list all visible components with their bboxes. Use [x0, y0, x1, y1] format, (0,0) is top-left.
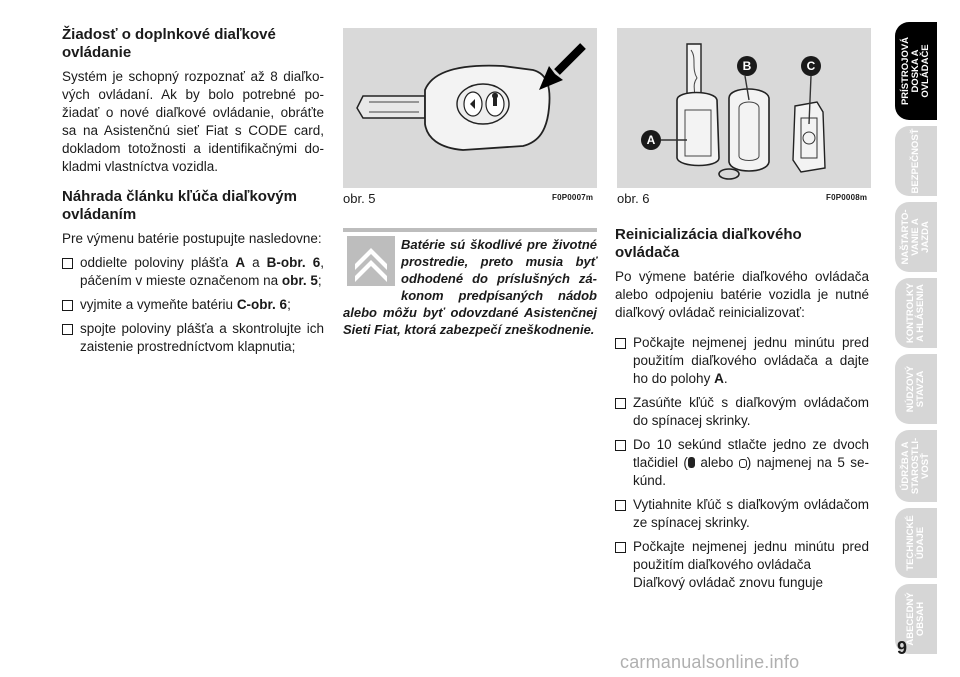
list-item: Počkajte nejmenej jednu minútu pred použitím diaľkového ovládača Diaľkový ovládač znovu funguje: [615, 538, 869, 592]
figure-5-label: obr. 5: [343, 191, 376, 206]
page-number: 9: [897, 638, 908, 658]
right-column: [615, 226, 869, 598]
paragraph-reinit-intro: Po výmene batérie diaľkového ovládača alebo odpojeniu batérie vozidla je nutné diaľkový ovládač reinicializovať:: [615, 269, 869, 320]
list-item: Počkajte nejmenej jednu minútu pred použitím diaľkového ovládača a dajte ho do polohy A.: [615, 334, 869, 388]
reinit-steps-list: [615, 334, 869, 592]
checkbox-bullet-icon: [62, 258, 73, 269]
checkbox-bullet-icon: [62, 324, 73, 335]
list-item: vyjmite a vymeňte batériu C-obr. 6;: [62, 296, 324, 314]
lock-button-icon: [688, 457, 695, 468]
heading-battery-replacement: Náhrada článku kľúča diaľkovým ovládaním: [62, 188, 297, 223]
heading-remote-reinit: Reinicializácia diaľkového ovládača: [615, 226, 802, 261]
tab-emergency[interactable]: NÚDZOVÝ STAVZA: [895, 354, 937, 424]
heading-additional-remote: Žiadosť o doplnkové diaľkové ovládanie: [62, 26, 276, 61]
checkbox-bullet-icon: [615, 500, 626, 511]
checkbox-bullet-icon: [615, 398, 626, 409]
tab-technical-data[interactable]: TECHNICKÉ ÚDAJE: [895, 508, 937, 578]
figure-6-code: F0P0008m: [826, 193, 868, 202]
tab-warning-lights[interactable]: KONTROLKY A HLÁSENIA: [895, 278, 937, 348]
checkbox-bullet-icon: [615, 542, 626, 553]
watermark: carmanualsonline.info: [620, 652, 800, 672]
paragraph-battery-intro: Pre výmenu batérie postupujte nasledovne:: [62, 231, 322, 246]
checkbox-bullet-icon: [62, 300, 73, 311]
checkbox-bullet-icon: [615, 440, 626, 451]
paragraph-additional-remote: Systém je schopný rozpoznať až 8 diaľko-vých ovládaní. Ak by bolo potrebné po-žiadať o nové diaľkové ovládanie, obráťte sa na Asistenčnú sieť Fiat s CODE card, dokladom totožnosti a identifikačnými do-kladmi vlastníctva vozidla.: [62, 69, 324, 174]
checkbox-bullet-icon: [615, 338, 626, 349]
tab-instruments-controls[interactable]: PRÍSTROJOVÁ DOSKA A OVLÁDAČE: [895, 22, 937, 120]
key-remote-drawing: [343, 28, 597, 188]
tab-starting-driving[interactable]: NAŠTARTO- VANIE A JAZDA: [895, 202, 937, 272]
tab-safety[interactable]: BEZPEČNOSŤ: [895, 126, 937, 196]
chapter-sidebar: [895, 22, 937, 646]
figure-5-code: F0P0007m: [552, 193, 594, 202]
figure-6-image: [617, 28, 871, 188]
callout-b: B: [737, 56, 757, 76]
battery-steps-list: [62, 254, 324, 356]
figure-6-label: obr. 6: [617, 191, 650, 206]
callout-a: A: [641, 130, 661, 150]
list-item: oddielte poloviny plášťa A a B-obr. 6, páčením v mieste označenom na obr. 5;: [62, 254, 324, 290]
warning-top-bar: [343, 228, 597, 232]
figure-5-image: [343, 28, 597, 188]
tab-index[interactable]: ABECEDNÝ OBSAH: [895, 584, 937, 654]
list-item: Do 10 sekúnd stlačte jedno ze dvoch tlačidiel ( alebo ) najmenej na 5 se-kúnd.: [615, 436, 869, 490]
list-item: spojte poloviny plášťa a skontrolujte ich zaistenie prostredníctvom klapnutia;: [62, 320, 324, 356]
tab-maintenance[interactable]: ÚDRŽBA A STAROSTLI- VOSŤ: [895, 430, 937, 502]
key-disassembly-drawing: [617, 28, 871, 188]
list-item: Zasúňte kľúč s diaľkovým ovládačom do spínacej skrinky.: [615, 394, 869, 430]
list-item: Vytiahnite kľúč s diaľkovým ovládačom ze spínacej skrinky.: [615, 496, 869, 532]
warning-text: Batérie sú škodlivé pre životné prostredie, preto musia byť odhodené do príslušných zá-konom predpísaných nádob alebo môžu byť odovzdané Asistenčnej Sieti Fiat, ktorá zabezpečí zneškodnenie.: [343, 237, 597, 337]
callout-c: C: [801, 56, 821, 76]
unlock-button-icon: [739, 459, 747, 468]
left-column: [62, 26, 324, 362]
